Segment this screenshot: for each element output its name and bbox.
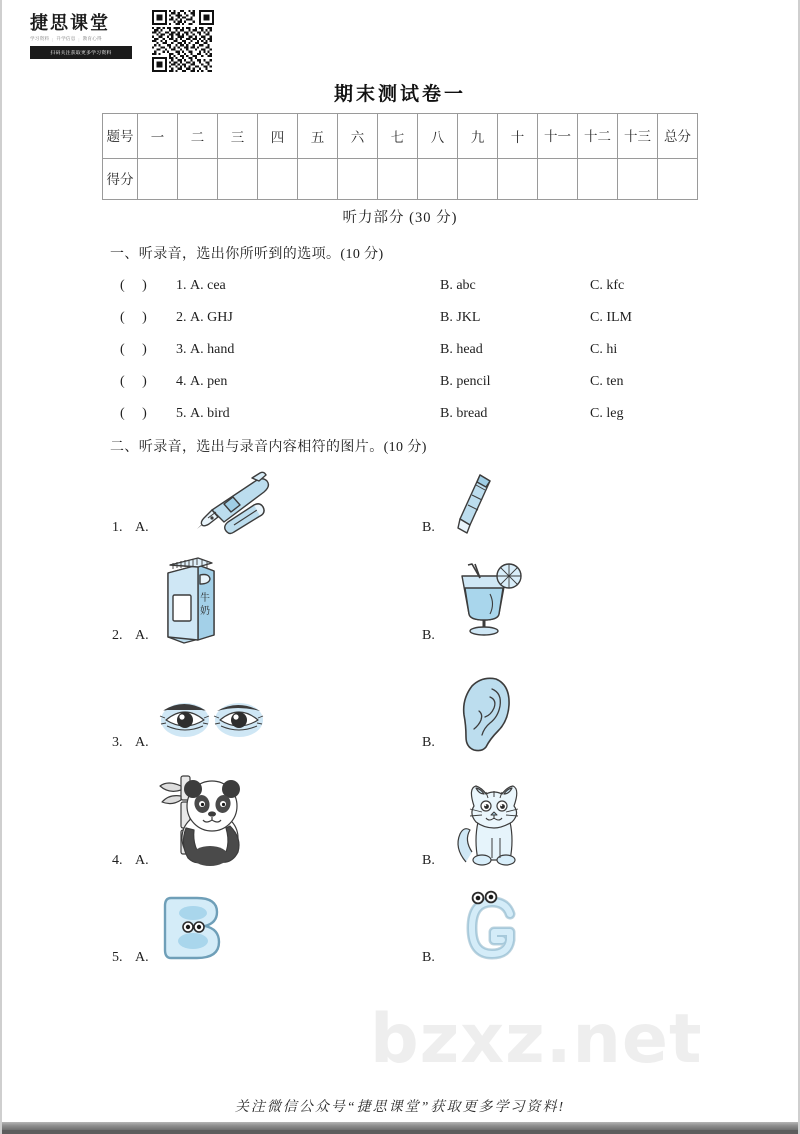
section-1-heading: 一、听录音，选出你所听到的选项。(10 分) xyxy=(110,247,384,262)
pic-item-1-number: 1. xyxy=(112,520,123,535)
answer-blank-3[interactable]: ( ) xyxy=(120,342,147,357)
carton-text-line1: 牛 xyxy=(200,593,210,604)
site-watermark: bzxz.net xyxy=(370,1000,703,1079)
score-cell-8[interactable] xyxy=(418,159,458,200)
pic-item-5-label-b: B. xyxy=(422,950,435,965)
item-number-2: 2. xyxy=(176,310,187,325)
option-a-4[interactable]: A. pen xyxy=(190,374,228,389)
score-col-4: 四 xyxy=(258,114,298,159)
pic-item-4-label-b: B. xyxy=(422,853,435,868)
option-c-4[interactable]: C. ten xyxy=(590,374,624,389)
score-col-13: 十三 xyxy=(618,114,658,159)
answer-blank-1[interactable]: ( ) xyxy=(120,278,147,293)
letter-b-picture[interactable] xyxy=(157,892,239,964)
score-col-9: 九 xyxy=(458,114,498,159)
brand-scan-badge: 扫码关注获取更多学习资料 xyxy=(30,46,132,59)
fountain-pen-picture[interactable] xyxy=(154,470,284,536)
option-b-4[interactable]: B. pencil xyxy=(440,374,491,389)
pic-item-2-number: 2. xyxy=(112,628,123,643)
pic-item-4-number: 4. xyxy=(112,853,123,868)
ear-picture[interactable] xyxy=(452,673,518,753)
option-a-3[interactable]: A. hand xyxy=(190,342,235,357)
score-col-8: 八 xyxy=(418,114,458,159)
score-cell-2[interactable] xyxy=(178,159,218,200)
item-number-1: 1. xyxy=(176,278,187,293)
item-number-3: 3. xyxy=(176,342,187,357)
answer-blank-2[interactable]: ( ) xyxy=(120,310,147,325)
option-c-3[interactable]: C. hi xyxy=(590,342,618,357)
choice-row-1[interactable] xyxy=(120,278,680,294)
tag-separator-icon: | xyxy=(52,36,54,42)
section-2-heading: 二、听录音，选出与录音内容相符的图片。(10 分) xyxy=(110,440,427,455)
score-cell-10[interactable] xyxy=(498,159,538,200)
choice-row-2[interactable] xyxy=(120,310,680,326)
option-a-5[interactable]: A. bird xyxy=(190,406,230,421)
cat-picture[interactable] xyxy=(452,778,538,868)
crayon-picture[interactable] xyxy=(450,473,502,535)
answer-blank-5[interactable]: ( ) xyxy=(120,406,147,421)
brand-tagline xyxy=(30,36,140,42)
pic-item-3-number: 3. xyxy=(112,735,123,750)
score-label-text: 得分 xyxy=(106,171,134,187)
pic-item-3-label-a: A. xyxy=(135,735,149,750)
score-cell-1[interactable] xyxy=(138,159,178,200)
score-col-5: 五 xyxy=(298,114,338,159)
tag-separator-icon: | xyxy=(78,36,80,42)
score-cell-total[interactable] xyxy=(658,159,698,200)
brand-text-group xyxy=(28,10,140,59)
item-number-5: 5. xyxy=(176,406,187,421)
option-b-2[interactable]: B. JKL xyxy=(440,310,481,325)
choice-row-3[interactable] xyxy=(120,342,680,358)
score-col-6: 六 xyxy=(338,114,378,159)
choice-row-5[interactable] xyxy=(120,406,680,422)
item-number-4: 4. xyxy=(176,374,187,389)
score-cell-4[interactable] xyxy=(258,159,298,200)
score-cell-12[interactable] xyxy=(578,159,618,200)
option-c-5[interactable]: C. leg xyxy=(590,406,624,421)
score-col-7: 七 xyxy=(378,114,418,159)
option-b-3[interactable]: B. head xyxy=(440,342,483,357)
row-label-score xyxy=(103,159,138,200)
score-col-1: 一 xyxy=(138,114,178,159)
score-cell-7[interactable] xyxy=(378,159,418,200)
footer-bar-shadow xyxy=(2,1130,798,1134)
score-col-3: 三 xyxy=(218,114,258,159)
pic-item-5-label-a: A. xyxy=(135,950,149,965)
footer-bar xyxy=(2,1122,798,1130)
pic-item-5-number: 5. xyxy=(112,950,123,965)
choice-row-4[interactable] xyxy=(120,374,680,390)
option-c-1[interactable]: C. kfc xyxy=(590,278,625,293)
score-cell-3[interactable] xyxy=(218,159,258,200)
brand-tag-0: 学习资料 xyxy=(30,36,50,41)
carton-text-line2: 奶 xyxy=(200,606,210,617)
score-col-total: 总分 xyxy=(658,114,698,159)
pic-item-1-label-b: B. xyxy=(422,520,435,535)
brand-tag-1: 升学信息 xyxy=(56,36,76,41)
option-b-1[interactable]: B. abc xyxy=(440,278,476,293)
score-col-11: 十一 xyxy=(538,114,578,159)
score-cell-5[interactable] xyxy=(298,159,338,200)
qr-code-icon xyxy=(152,10,214,72)
brand-logo-block xyxy=(28,10,224,72)
footer-promo-text: 关注微信公众号“捷思课堂”获取更多学习资料! xyxy=(234,1100,566,1115)
table-row-scores xyxy=(103,159,698,200)
option-a-2[interactable]: A. GHJ xyxy=(190,310,233,325)
option-c-2[interactable]: C. ILM xyxy=(590,310,632,325)
pic-item-1-label-a: A. xyxy=(135,520,149,535)
eyes-picture[interactable] xyxy=(157,690,267,744)
score-cell-6[interactable] xyxy=(338,159,378,200)
panda-picture[interactable] xyxy=(152,772,256,868)
brand-name: 捷思课堂 xyxy=(30,13,110,33)
score-table xyxy=(102,113,698,200)
pic-item-2-label-b: B. xyxy=(422,628,435,643)
pic-item-4-label-a: A. xyxy=(135,853,149,868)
pic-item-3-label-b: B. xyxy=(422,735,435,750)
listening-part-heading: 听力部分 (30 分) xyxy=(342,210,458,226)
score-col-10: 十 xyxy=(498,114,538,159)
score-col-2: 二 xyxy=(178,114,218,159)
score-col-12: 十二 xyxy=(578,114,618,159)
option-b-5[interactable]: B. bread xyxy=(440,406,488,421)
brand-tag-2: 教育心得 xyxy=(82,36,102,41)
question-number-label-text: 题号 xyxy=(106,128,134,144)
score-cell-13[interactable] xyxy=(618,159,658,200)
juice-glass-picture[interactable] xyxy=(442,558,528,640)
page-title: 期末测试卷一 xyxy=(333,84,466,105)
answer-blank-4[interactable]: ( ) xyxy=(120,374,147,389)
score-cell-9[interactable] xyxy=(458,159,498,200)
pic-item-2-label-a: A. xyxy=(135,628,149,643)
letter-g-picture[interactable] xyxy=(450,890,536,966)
table-row-question-numbers xyxy=(103,114,698,159)
milk-carton-picture[interactable] xyxy=(152,553,234,645)
option-a-1[interactable]: A. cea xyxy=(190,278,226,293)
row-label-question-number xyxy=(103,114,138,159)
score-cell-11[interactable] xyxy=(538,159,578,200)
